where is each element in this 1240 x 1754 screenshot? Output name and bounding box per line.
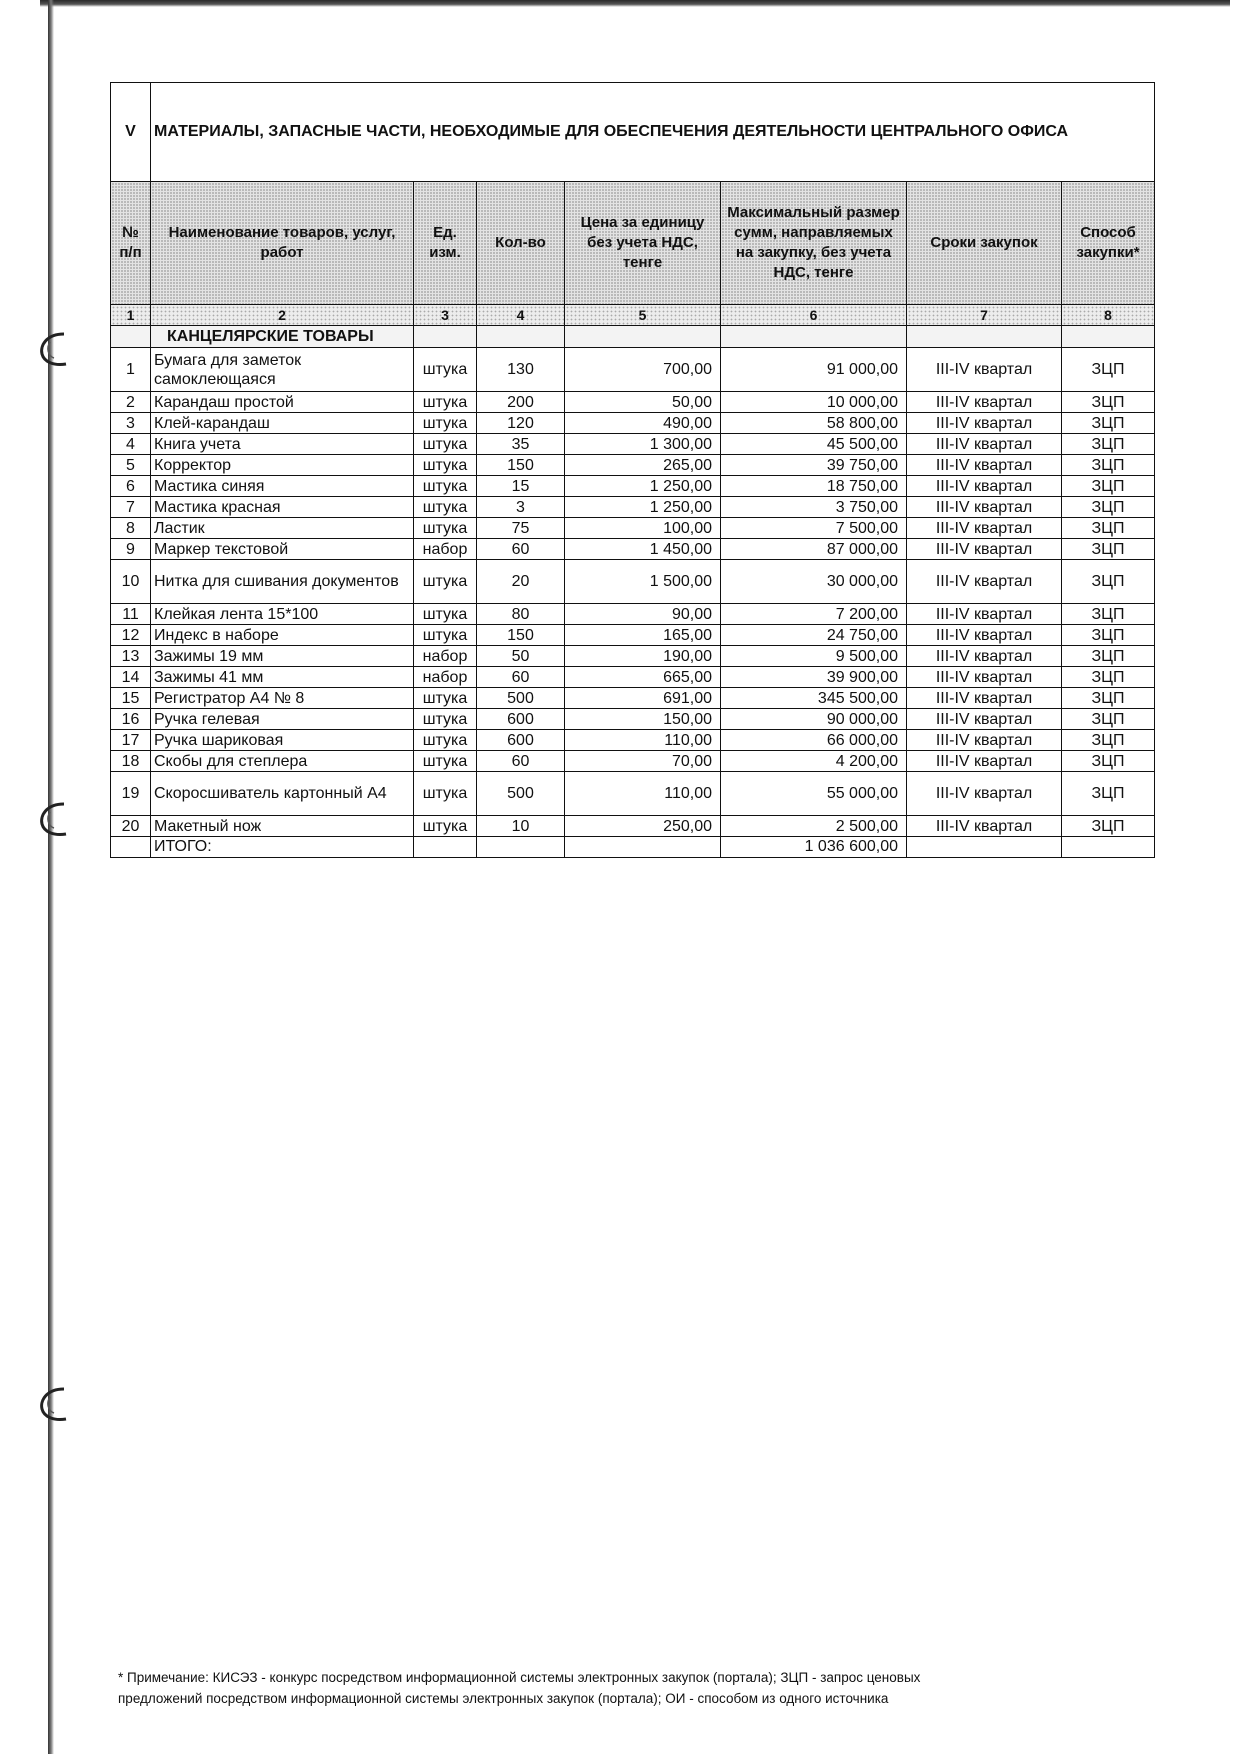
procurement-method: ЗЦП: [1062, 709, 1155, 730]
quantity: 200: [477, 392, 565, 413]
row-number: 17: [111, 730, 151, 751]
unit: штука: [414, 413, 477, 434]
unit: набор: [414, 646, 477, 667]
table-row: [111, 539, 1155, 560]
unit: штука: [414, 560, 477, 604]
quantity: 120: [477, 413, 565, 434]
max-amount: 7 200,00: [721, 604, 907, 625]
item-name: Макетный нож: [151, 816, 414, 837]
procurement-method: ЗЦП: [1062, 688, 1155, 709]
unit-price: 1 250,00: [565, 476, 721, 497]
max-amount: 91 000,00: [721, 348, 907, 392]
row-number: 19: [111, 772, 151, 816]
unit: штука: [414, 455, 477, 476]
total-label: ИТОГО:: [151, 837, 414, 858]
quantity: 50: [477, 646, 565, 667]
procurement-period: III-IV квартал: [907, 476, 1062, 497]
unit: штука: [414, 772, 477, 816]
table-row: [111, 730, 1155, 751]
row-number: 11: [111, 604, 151, 625]
unit: штука: [414, 497, 477, 518]
table-row: [111, 392, 1155, 413]
row-number: 7: [111, 497, 151, 518]
max-amount: 7 500,00: [721, 518, 907, 539]
footnote: [118, 1667, 1118, 1709]
procurement-method: ЗЦП: [1062, 434, 1155, 455]
unit: штука: [414, 392, 477, 413]
max-amount: 66 000,00: [721, 730, 907, 751]
procurement-period: III-IV квартал: [907, 625, 1062, 646]
unit: штука: [414, 709, 477, 730]
unit: штука: [414, 751, 477, 772]
column-index: 7: [907, 305, 1062, 326]
max-amount: 90 000,00: [721, 709, 907, 730]
unit-price: 1 450,00: [565, 539, 721, 560]
header-cell: № п/п: [111, 182, 151, 305]
row-number: 5: [111, 455, 151, 476]
table-row: [111, 625, 1155, 646]
item-name: Карандаш простой: [151, 392, 414, 413]
procurement-period: III-IV квартал: [907, 816, 1062, 837]
row-number: 13: [111, 646, 151, 667]
procurement-period: III-IV квартал: [907, 348, 1062, 392]
scan-edge-top: [40, 0, 1230, 7]
max-amount: 87 000,00: [721, 539, 907, 560]
category-row: [111, 326, 1155, 348]
procurement-method: ЗЦП: [1062, 413, 1155, 434]
column-index: 4: [477, 305, 565, 326]
item-name: Нитка для сшивания документов: [151, 560, 414, 604]
header-cell: Цена за единицу без учета НДС, тенге: [565, 182, 721, 305]
unit: штука: [414, 816, 477, 837]
unit-price: 490,00: [565, 413, 721, 434]
unit: штука: [414, 625, 477, 646]
column-index-row: [111, 305, 1155, 326]
table-row: [111, 688, 1155, 709]
unit: штука: [414, 476, 477, 497]
table-row: [111, 348, 1155, 392]
table-row: [111, 560, 1155, 604]
unit-price: 190,00: [565, 646, 721, 667]
unit-price: 1 250,00: [565, 497, 721, 518]
total-sum: 1 036 600,00: [721, 837, 907, 858]
procurement-period: III-IV квартал: [907, 646, 1062, 667]
unit: штука: [414, 348, 477, 392]
row-number: 3: [111, 413, 151, 434]
item-name: Мастика красная: [151, 497, 414, 518]
procurement-period: III-IV квартал: [907, 434, 1062, 455]
procurement-period: III-IV квартал: [907, 604, 1062, 625]
procurement-method: ЗЦП: [1062, 476, 1155, 497]
procurement-period: III-IV квартал: [907, 730, 1062, 751]
table-row: [111, 751, 1155, 772]
procurement-method: ЗЦП: [1062, 667, 1155, 688]
unit: штука: [414, 518, 477, 539]
table-row: [111, 604, 1155, 625]
unit-price: 1 500,00: [565, 560, 721, 604]
quantity: 10: [477, 816, 565, 837]
row-number: 20: [111, 816, 151, 837]
row-number: 2: [111, 392, 151, 413]
section-number: V: [111, 83, 151, 182]
table-row: [111, 709, 1155, 730]
quantity: 150: [477, 455, 565, 476]
item-name: Клей-карандаш: [151, 413, 414, 434]
max-amount: 30 000,00: [721, 560, 907, 604]
item-name: Зажимы 41 мм: [151, 667, 414, 688]
item-name: Индекс в наборе: [151, 625, 414, 646]
quantity: 150: [477, 625, 565, 646]
unit-price: 700,00: [565, 348, 721, 392]
unit-price: 70,00: [565, 751, 721, 772]
column-index: 6: [721, 305, 907, 326]
procurement-method: ЗЦП: [1062, 518, 1155, 539]
quantity: 20: [477, 560, 565, 604]
column-index: 8: [1062, 305, 1155, 326]
max-amount: 18 750,00: [721, 476, 907, 497]
unit: штука: [414, 434, 477, 455]
item-name: Маркер текстовой: [151, 539, 414, 560]
table-row: [111, 434, 1155, 455]
unit-price: 110,00: [565, 772, 721, 816]
item-name: Зажимы 19 мм: [151, 646, 414, 667]
row-number: 15: [111, 688, 151, 709]
procurement-period: III-IV квартал: [907, 413, 1062, 434]
procurement-method: ЗЦП: [1062, 348, 1155, 392]
unit-price: 110,00: [565, 730, 721, 751]
column-index: 1: [111, 305, 151, 326]
max-amount: 24 750,00: [721, 625, 907, 646]
table-row: [111, 518, 1155, 539]
scan-edge-left: [48, 0, 54, 1754]
procurement-period: III-IV квартал: [907, 518, 1062, 539]
table-row: [111, 455, 1155, 476]
quantity: 600: [477, 709, 565, 730]
max-amount: 10 000,00: [721, 392, 907, 413]
unit-price: 250,00: [565, 816, 721, 837]
procurement-period: III-IV квартал: [907, 392, 1062, 413]
procurement-method: ЗЦП: [1062, 730, 1155, 751]
item-name: Скобы для степлера: [151, 751, 414, 772]
quantity: 60: [477, 751, 565, 772]
quantity: 35: [477, 434, 565, 455]
unit: штука: [414, 730, 477, 751]
max-amount: 9 500,00: [721, 646, 907, 667]
procurement-method: ЗЦП: [1062, 497, 1155, 518]
procurement-period: III-IV квартал: [907, 751, 1062, 772]
header-cell: Максимальный размер сумм, направляемых на закупку, без учета НДС, тенге: [721, 182, 907, 305]
max-amount: 3 750,00: [721, 497, 907, 518]
procurement-method: ЗЦП: [1062, 604, 1155, 625]
row-number: 16: [111, 709, 151, 730]
item-name: Клейкая лента 15*100: [151, 604, 414, 625]
procurement-method: ЗЦП: [1062, 455, 1155, 476]
unit: набор: [414, 667, 477, 688]
table-row: [111, 497, 1155, 518]
unit: набор: [414, 539, 477, 560]
item-name: Корректор: [151, 455, 414, 476]
procurement-period: III-IV квартал: [907, 772, 1062, 816]
item-name: Регистратор А4 № 8: [151, 688, 414, 709]
procurement-period: III-IV квартал: [907, 497, 1062, 518]
item-name: Скоросшиватель картонный А4: [151, 772, 414, 816]
item-name: Ручка гелевая: [151, 709, 414, 730]
procurement-period: III-IV квартал: [907, 455, 1062, 476]
unit-price: 50,00: [565, 392, 721, 413]
table-row: [111, 667, 1155, 688]
quantity: 60: [477, 667, 565, 688]
section-row: [111, 83, 1155, 182]
header-cell: Способ закупки*: [1062, 182, 1155, 305]
table-row: [111, 476, 1155, 497]
procurement-method: ЗЦП: [1062, 751, 1155, 772]
quantity: 80: [477, 604, 565, 625]
unit-price: 90,00: [565, 604, 721, 625]
max-amount: 55 000,00: [721, 772, 907, 816]
header-cell: Наименование товаров, услуг, работ: [151, 182, 414, 305]
row-number: 1: [111, 348, 151, 392]
max-amount: 345 500,00: [721, 688, 907, 709]
unit-price: 165,00: [565, 625, 721, 646]
table-row: [111, 646, 1155, 667]
quantity: 3: [477, 497, 565, 518]
item-name: Бумага для заметок самоклеющаяся: [151, 348, 414, 392]
row-number: 14: [111, 667, 151, 688]
unit-price: 265,00: [565, 455, 721, 476]
row-number: 6: [111, 476, 151, 497]
item-name: Ручка шариковая: [151, 730, 414, 751]
table-row: [111, 413, 1155, 434]
max-amount: 58 800,00: [721, 413, 907, 434]
category-label: КАНЦЕЛЯРСКИЕ ТОВАРЫ: [151, 326, 414, 348]
unit-price: 1 300,00: [565, 434, 721, 455]
max-amount: 4 200,00: [721, 751, 907, 772]
procurement-period: III-IV квартал: [907, 667, 1062, 688]
quantity: 500: [477, 688, 565, 709]
row-number: 10: [111, 560, 151, 604]
table-row: [111, 772, 1155, 816]
footnote-line: предложений посредством информационной системы электронных закупок (портала); ОИ - способом из одного источника: [118, 1691, 889, 1706]
quantity: 60: [477, 539, 565, 560]
max-amount: 2 500,00: [721, 816, 907, 837]
procurement-period: III-IV квартал: [907, 709, 1062, 730]
section-title: МАТЕРИАЛЫ, ЗАПАСНЫЕ ЧАСТИ, НЕОБХОДИМЫЕ ДЛЯ ОБЕСПЕЧЕНИЯ ДЕЯТЕЛЬНОСТИ ЦЕНТРАЛЬНОГО ОФИСА: [151, 83, 1155, 182]
header-cell: Кол-во: [477, 182, 565, 305]
procurement-period: III-IV квартал: [907, 539, 1062, 560]
max-amount: 45 500,00: [721, 434, 907, 455]
procurement-method: ЗЦП: [1062, 539, 1155, 560]
quantity: 75: [477, 518, 565, 539]
item-name: Ластик: [151, 518, 414, 539]
procurement-method: ЗЦП: [1062, 560, 1155, 604]
punch-hole-mark-icon: [36, 1385, 70, 1425]
punch-hole-mark-icon: [36, 800, 70, 840]
unit-price: 100,00: [565, 518, 721, 539]
item-name: Книга учета: [151, 434, 414, 455]
quantity: 15: [477, 476, 565, 497]
procurement-method: ЗЦП: [1062, 625, 1155, 646]
row-number: 4: [111, 434, 151, 455]
column-index: 3: [414, 305, 477, 326]
procurement-period: III-IV квартал: [907, 688, 1062, 709]
table-row: [111, 816, 1155, 837]
row-number: 12: [111, 625, 151, 646]
unit-price: 150,00: [565, 709, 721, 730]
procurement-method: ЗЦП: [1062, 816, 1155, 837]
row-number: 9: [111, 539, 151, 560]
unit: штука: [414, 604, 477, 625]
punch-hole-mark-icon: [36, 330, 70, 370]
unit-price: 691,00: [565, 688, 721, 709]
procurement-table: [110, 82, 1155, 858]
unit: штука: [414, 688, 477, 709]
unit-price: 665,00: [565, 667, 721, 688]
column-index: 2: [151, 305, 414, 326]
row-number: 18: [111, 751, 151, 772]
procurement-period: III-IV квартал: [907, 560, 1062, 604]
procurement-method: ЗЦП: [1062, 772, 1155, 816]
total-row: [111, 837, 1155, 858]
footnote-line: * Примечание: КИСЭЗ - конкурс посредством информационной системы электронных закупок (портала); ЗЦП - запрос ценовых: [118, 1670, 921, 1685]
quantity: 500: [477, 772, 565, 816]
max-amount: 39 750,00: [721, 455, 907, 476]
item-name: Мастика синяя: [151, 476, 414, 497]
column-index: 5: [565, 305, 721, 326]
max-amount: 39 900,00: [721, 667, 907, 688]
quantity: 600: [477, 730, 565, 751]
header-cell: Сроки закупок: [907, 182, 1062, 305]
row-number: 8: [111, 518, 151, 539]
procurement-method: ЗЦП: [1062, 646, 1155, 667]
header-row: [111, 182, 1155, 305]
header-cell: Ед. изм.: [414, 182, 477, 305]
quantity: 130: [477, 348, 565, 392]
procurement-method: ЗЦП: [1062, 392, 1155, 413]
